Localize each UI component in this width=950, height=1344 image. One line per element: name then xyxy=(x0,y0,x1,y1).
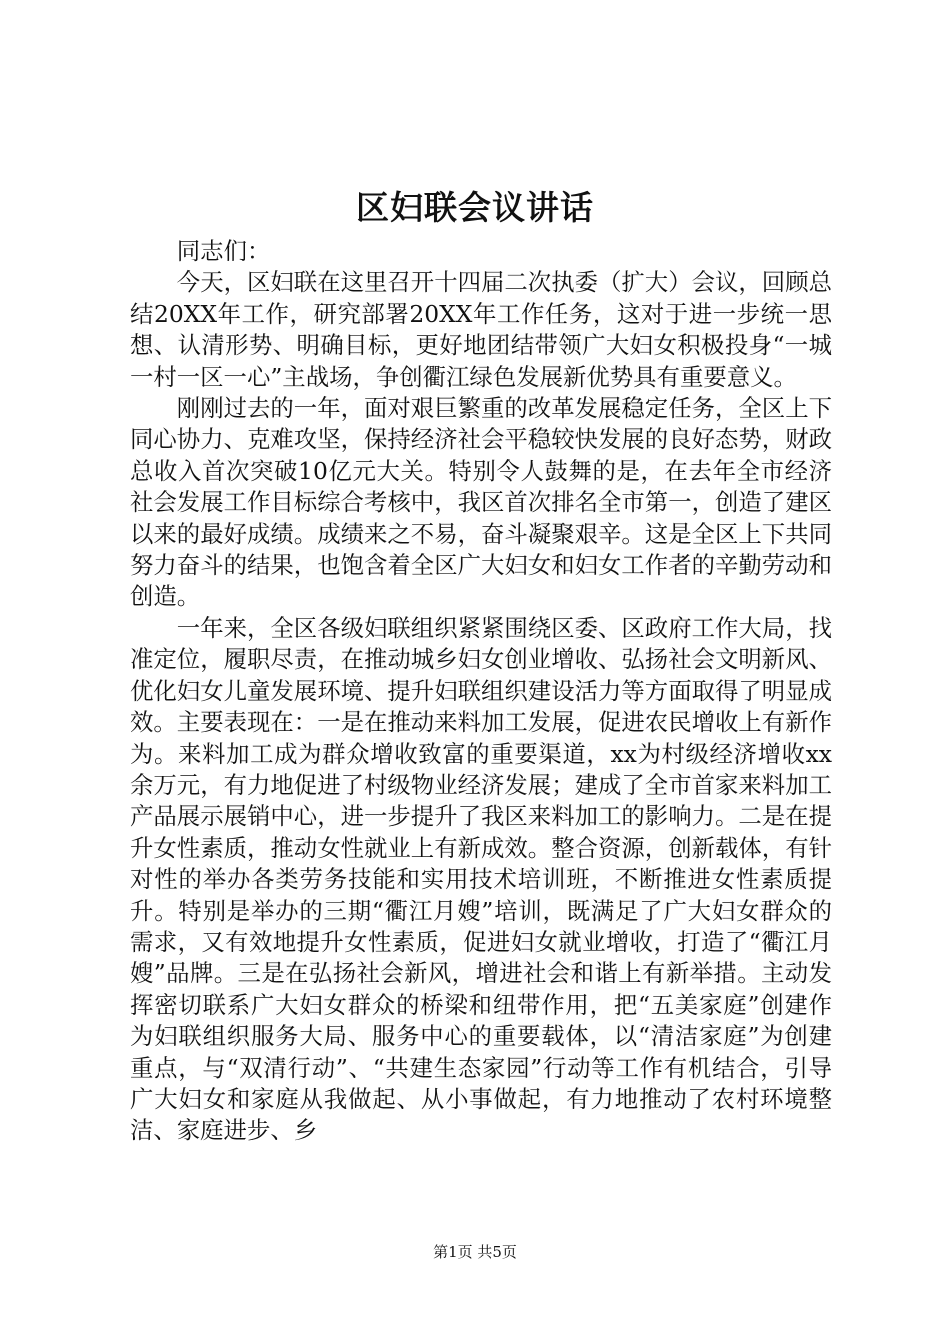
document-title: 区妇联会议讲话 xyxy=(356,188,594,227)
document-body xyxy=(130,236,832,1147)
page-footer: 第1页 共5页 xyxy=(433,1243,517,1261)
paragraph-2: 刚刚过去的一年，面对艰巨繁重的改革发展稳定任务，全区上下同心协力、克难攻坚，保持经济社会平稳较快发展的良好态势，财政总收入首次突破10亿元大关。特别令人鼓舞的是，在去年全市经济社会发展工作目标综合考核中，我区首次排名全市第一，创造了建区以来的最好成绩。成绩来之不易，奋斗凝聚艰辛。这是全区上下共同努力奋斗的结果，也饱含着全区广大妇女和妇女工作者的辛勤劳动和创造。 xyxy=(130,394,832,611)
paragraph-3: 一年来，全区各级妇联组织紧紧围绕区委、区政府工作大局，找准定位，履职尽责，在推动城乡妇女创业增收、弘扬社会文明新风、优化妇女儿童发展环境、提升妇联组织建设活力等方面取得了明显成效。主要表现在：一是在推动来料加工发展，促进农民增收上有新作为。来料加工成为群众增收致富的重要渠道，xx为村级经济增收xx余万元，有力地促进了村级物业经济发展；建成了全市首家来料加工产品展示展销中心，进一步提升了我区来料加工的影响力。二是在提升女性素质，推动女性就业上有新成效。整合资源，创新载体，有针对性的举办各类劳务技能和实用技术培训班，不断推进女性素质提升。特别是举办的三期“衢江月嫂”培训，既满足了广大妇女群众的需求，又有效地提升女性素质，促进妇女就业增收，打造了“衢江月嫂”品牌。三是在弘扬社会新风，增进社会和谐上有新举措。主动发挥密切联系广大妇女群众的桥梁和纽带作用，把“五美家庭”创建作为妇联组织服务大局、服务中心的重要载体，以“清洁家庭”为创建重点，与“双清行动”、“共建生态家园”行动等工作有机结合，引导广大妇女和家庭从我做起、从小事做起，有力地推动了农村环境整洁、家庭进步、乡 xyxy=(130,613,832,1145)
salutation: 同志们： xyxy=(176,237,271,265)
paragraph-1: 今天，区妇联在这里召开十四届二次执委（扩大）会议，回顾总结20XX年工作，研究部署20XX年工作任务，这对于进一步统一思想、认清形势、明确目标，更好地团结带领广大妇女积极投身“一城一村一区一心”主战场，争创衢江绿色发展新优势具有重要意义。 xyxy=(130,268,832,391)
